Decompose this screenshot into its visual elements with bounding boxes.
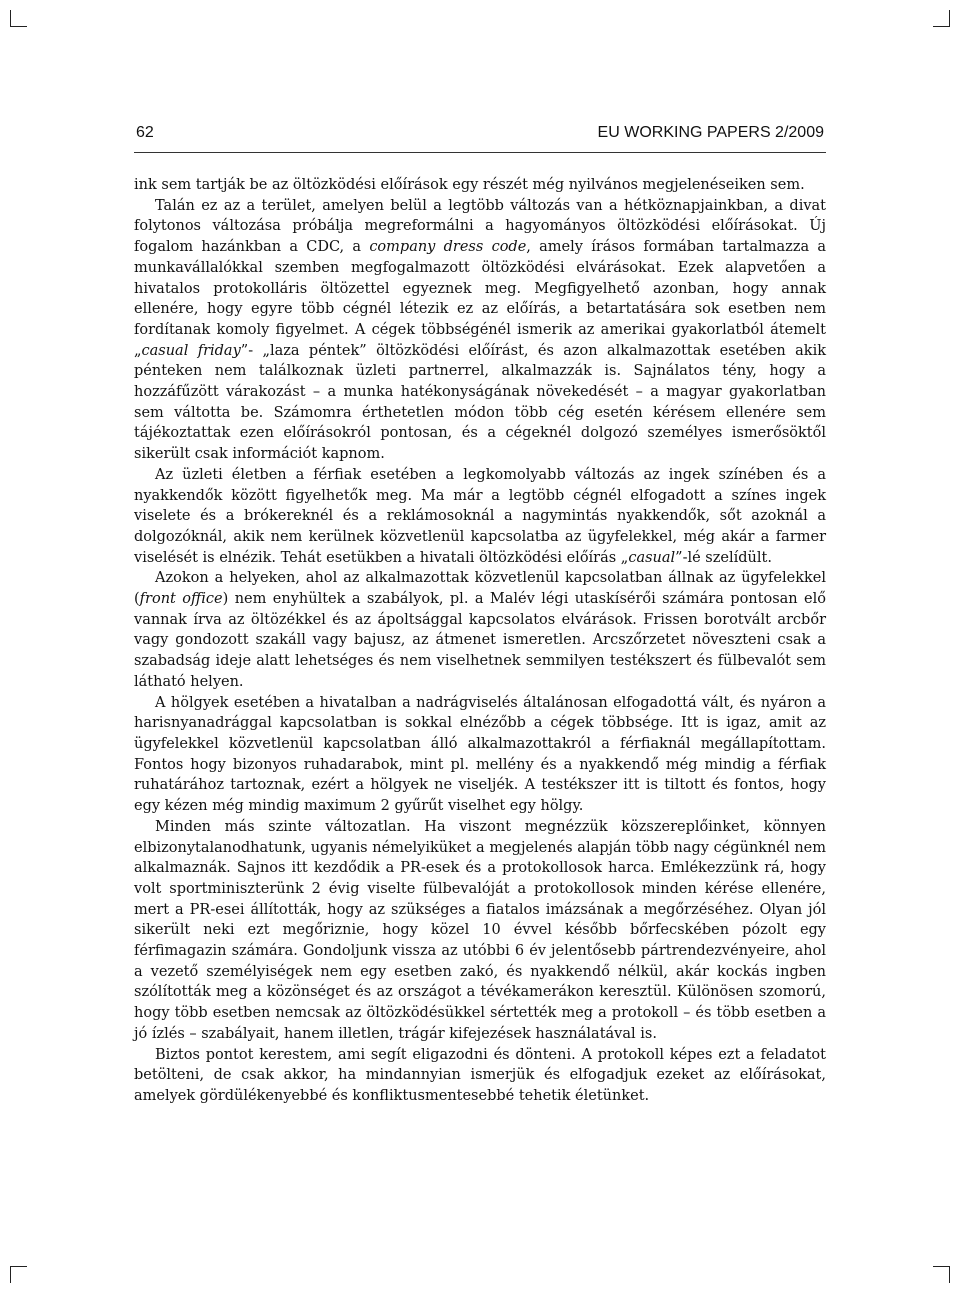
crop-mark-top-left bbox=[10, 10, 27, 27]
text-segment: Azokon a helyeken, ahol az alkalmazottak közvetlenül kapcsolatban állnak az ügyfelekkel ( bbox=[134, 570, 826, 608]
text-segment: A hölgyek esetében a hivatalban a nadrágviselés általánosan elfogadottá vált, és nyáron a harisnyanadrággal kapcsolatban is sokkal elnézőbb a cégek többsége. Itt is igaz, amit az ügyfelekkel közvetlenül kapcsolatban álló alkalmazottakról a férfiaknál megállapítottam. Fontos hogy bizonyos ruhadarabok, mint pl. mellény és a nyakkendő még mindig a férfiak ruhatárához tartoznak, ezért a hölgyek ne viseljék. A testékszer itt is tiltott és fontos, hogy egy kézen még mindig maximum 2 gyűrűt viselhet egy hölgy. bbox=[134, 694, 826, 815]
text-segment: ”-lé szelídült. bbox=[675, 549, 772, 566]
paragraph-5 bbox=[134, 693, 826, 817]
crop-mark-bottom-right bbox=[933, 1266, 950, 1283]
italic-term: casual bbox=[628, 549, 676, 566]
running-head: EU WORKING PAPERS 2/2009 bbox=[597, 124, 824, 141]
body-text bbox=[134, 175, 826, 1107]
text-segment: Az üzleti életben a férfiak esetében a legkomolyabb változás az ingek színében és a nyakkendők között figyelhetők meg. Ma már a legtöbb cégnél elfogadott a színes ingek viselete és a brókereknél és a reklámosoknál a nagymintás nyakkendők, sőt azoknál a dolgozóknál, akik nem kerülnek közvetlenül kapcsolatba az ügyfelekkel, még akár a farmer viselését is elnézik. Tehát esetükben a hivatali öltözködési előírás „ bbox=[134, 466, 826, 566]
paragraph-4 bbox=[134, 568, 826, 692]
italic-term: front office bbox=[139, 591, 223, 608]
text-segment: Biztos pontot kerestem, ami segít eligazodni és dönteni. A protokoll képes ezt a feladatot betölteni, de csak akkor, ha mindannyian ismerjük és elfogadjuk ezeket az előírásokat, amelyek gördülékenyebbé és konfliktusmentesebbé tehetik életünket. bbox=[134, 1046, 826, 1104]
page-number: 62 bbox=[136, 124, 154, 141]
italic-term: company dress code bbox=[369, 239, 527, 256]
crop-mark-bottom-left bbox=[10, 1266, 27, 1283]
text-segment: ”- „laza péntek” öltözködési előírást, és azon alkalmazottak esetében akik pénteken nem találkoznak üzleti partnerrel, alkalmazzák is. Sajnálatos tény, hogy a hozzáfűzött várakozást – a munka hatékonyságának növekedését – a magyar gyakorlatban sem váltotta be. Számomra érthetetlen módon több cég esetén kérésem ellenére sem tájékoztattak ezen előírásokról pontosan, és a cégeknél dolgozó személyes ismerősöktől sikerült csak információt kapnom. bbox=[134, 342, 826, 463]
crop-mark-top-right bbox=[933, 10, 950, 27]
paragraph-6 bbox=[134, 817, 826, 1045]
paragraph-3 bbox=[134, 465, 826, 569]
paragraph-2 bbox=[134, 196, 826, 465]
text-segment: ink sem tartják be az öltözködési előírások egy részét még nyilvános megjelenéseiken sem. bbox=[134, 177, 805, 193]
text-segment: ) nem enyhültek a szabályok, pl. a Malév légi utaskísérői számára pontosan elő vannak írva az öltözékkel és az ápoltsággal kapcsolatos elvárások. Frissen borotvált arcbőr vagy gondozott szakáll vagy bajusz, az átmenet ismeretlen. Arcszőrzetet növeszteni csak a szabadság ideje alatt lehetséges és nem viselhetnek semmilyen testékszert és fülbevalót sem látható helyen. bbox=[134, 591, 826, 690]
paragraph-1 bbox=[134, 175, 826, 196]
text-segment: , amely írásos formában tartalmazza a munkavállalókkal szemben megfogalmazott öltözködési elvárásokat. Ezek alapvetően a hivatalos protokolláris öltözettel egyeznek meg. Megfigyelhető azonban, hogy annak ellenére, hogy egyre több cégnél létezik ez az előírás, a betartatására sok esetben nem fordítanak komoly figyelmet. A cégek többségénél ismerik az amerikai gyakorlatból átemelt „ bbox=[134, 239, 827, 359]
paragraph-7 bbox=[134, 1045, 826, 1107]
text-segment: Minden más szinte változatlan. Ha viszont megnézzük közszereplőinket, könnyen elbizonytalanodhatunk, ugyanis némelyiküket a megjelenés alapján több nagy cégünknél nem alkalmaznák. Sajnos itt kezdődik a PR-esek és a protokollosok harca. Emlékezzünk rá, hogy volt sportminiszterünk 2 évig viselte fülbevalóját a protokollosok minden kérése ellenére, mert a PR-esei állították, hogy az szükséges a fiatalos imázsának a megőrzéséhez. Olyan jól sikerült neki ezt megőriznie, hogy közel 10 évvel később bőrfecskében pózolt egy férfimagazin számára. Gondoljunk vissza az utóbbi 6 év jelentősebb pártrendezvényeire, ahol a vezető személyiségek nem egy esetben zakó, és nyakkendő nélkül, akár kockás ingben szólították meg a közönséget és az országot a tévékamerákon keresztül. Különösen szomorú, hogy több esetben nemcsak az öltözködésükkel sértették meg a protokoll – és több esetben a jó ízlés – szabályait, hanem illetlen, trágár kifejezések használatával is. bbox=[134, 818, 826, 1042]
page-header bbox=[134, 118, 826, 153]
text-segment: Talán ez az a terület, amelyen belül a legtöbb változás van a hétköznapjainkban, a divat folytonos változása próbálja megreformálni a hagyományos öltözködési előírásokat. Új fogalom hazánkban a CDC, a bbox=[134, 197, 826, 256]
italic-term: casual friday bbox=[141, 342, 241, 359]
